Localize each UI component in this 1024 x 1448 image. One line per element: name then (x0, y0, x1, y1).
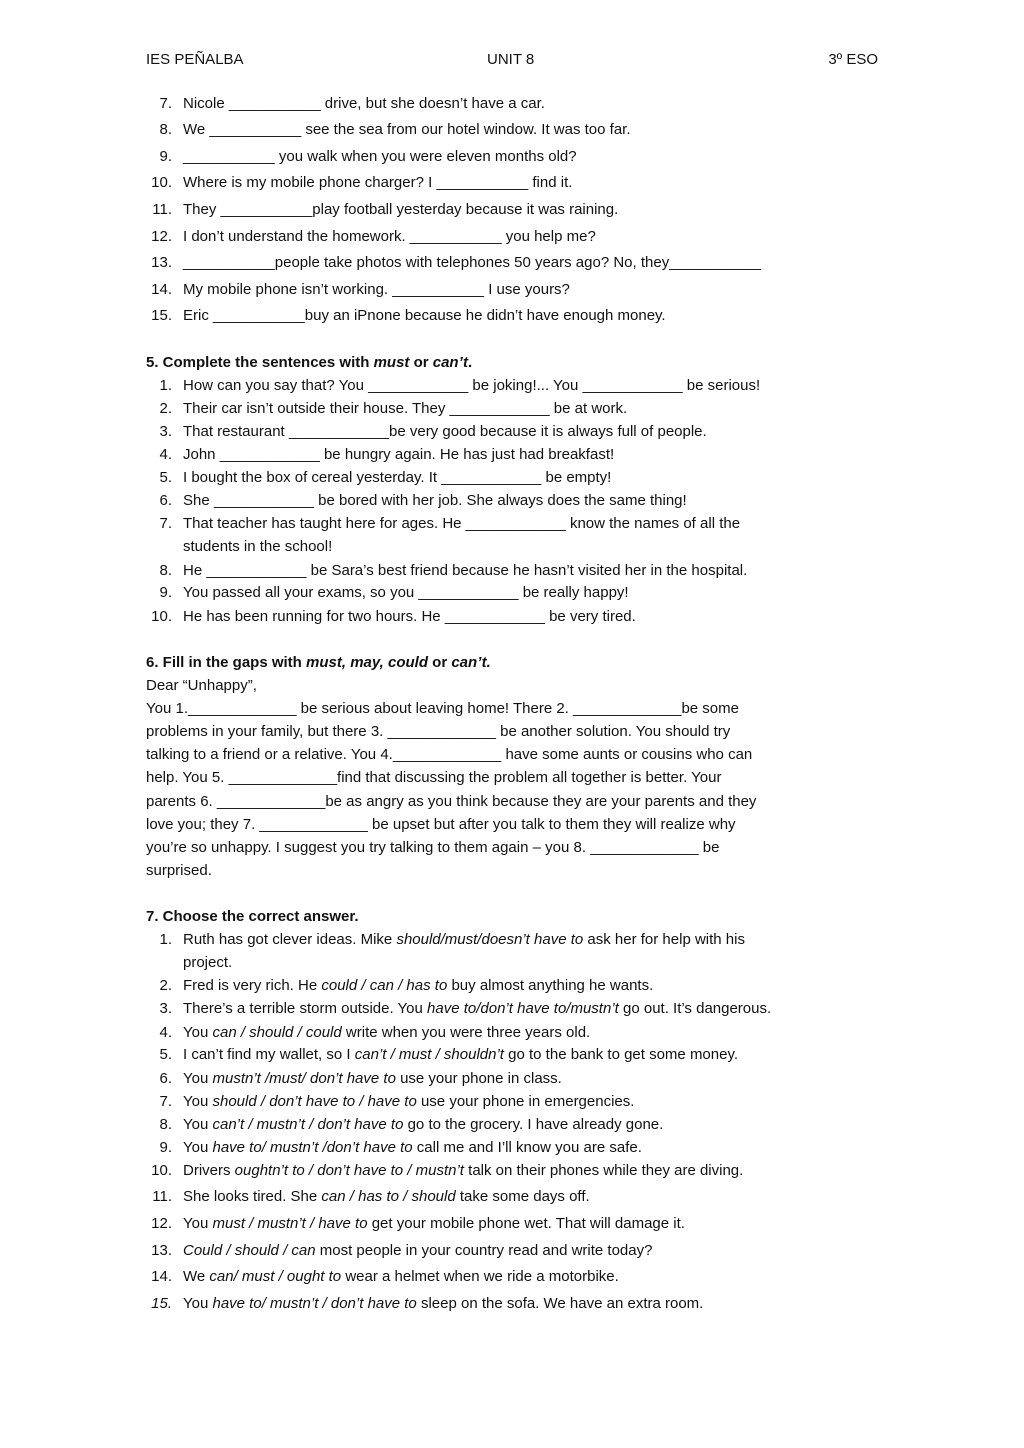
header-school: IES PEÑALBA (146, 51, 244, 68)
exercise-6-title: 6. Fill in the gaps with must, may, could or can’t. (146, 654, 491, 671)
letter-line: surprised. (146, 862, 212, 879)
letter-line: problems in your family, but there 3. _____________ be another solution. You should try (146, 723, 731, 740)
letter-line: talking to a friend or a relative. You 4._____________ have some aunts or cousins who can (146, 746, 753, 763)
list-item-continuation: project. (183, 954, 233, 971)
list-item-continuation: students in the school! (183, 538, 333, 555)
header-unit: UNIT 8 (487, 51, 535, 68)
letter-line: you’re so unhappy. I suggest you try talking to them again – you 8. _____________ be (146, 839, 720, 856)
letter-line: help. You 5. _____________find that discussing the problem all together is better. Your (146, 769, 722, 786)
exercise-5-title: 5. Complete the sentences with must or can’t. (146, 354, 473, 371)
letter-greeting: Dear “Unhappy”, (146, 677, 257, 694)
letter-line: love you; they 7. _____________ be upset but after you talk to them they will realize why (146, 816, 736, 833)
letter-line: parents 6. _____________be as angry as you think because they are your parents and they (146, 793, 757, 810)
exercise-7-title: 7. Choose the correct answer. (146, 908, 359, 925)
letter-line: You 1._____________ be serious about leaving home! There 2. _____________be some (146, 700, 739, 717)
header-level: 3º ESO (828, 51, 878, 68)
page-header (146, 51, 878, 71)
